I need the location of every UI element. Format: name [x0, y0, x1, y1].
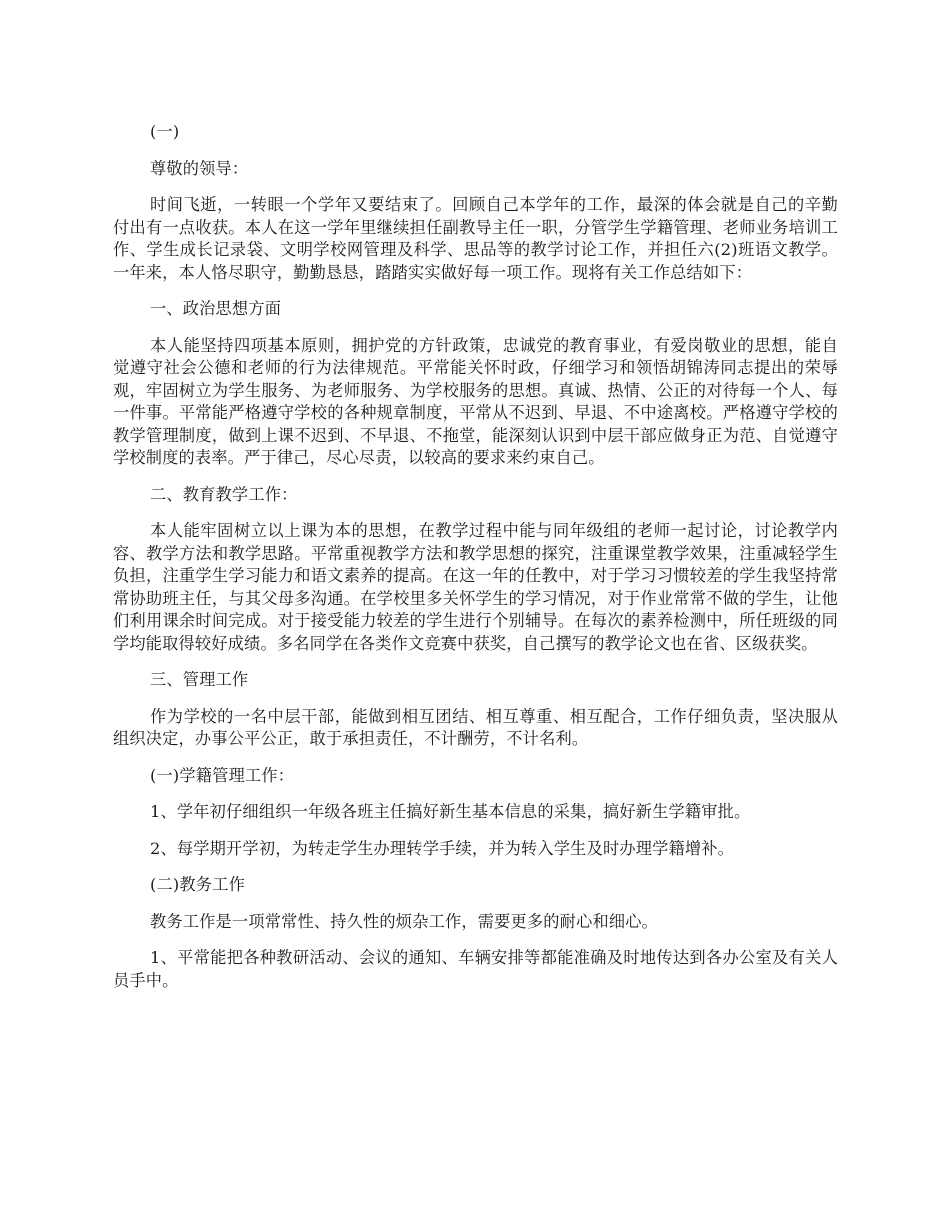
heading-political: 一、政治思想方面	[150, 299, 282, 318]
intro-paragraph: 时间飞逝，一转眼一个学年又要结束了。回顾自己本学年的工作，最深的体会就是自己的辛勤付出有一点收获。本人在这一学年里继续担任副教导主任一职，分管学生学籍管理、老师业务培训工作、学生成长记录袋、文明学校网管理及科学、思品等的教学讨论工作，并担任六(2)班语文教学。一年来，本人恪尽职守，勤勤恳恳，踏踏实实做好每一项工作。现将有关工作总结如下：	[113, 195, 838, 282]
enrollment-item-2: 2、每学期开学初，为转走学生办理转学手续，并为转入学生及时办理学籍增补。	[150, 838, 735, 858]
political-paragraph: 本人能坚持四项基本原则，拥护党的方针政策，忠诚党的教育事业，有爱岗敬业的思想，能自觉遵守社会公德和老师的行为法律规范。平常能关怀时政，仔细学习和领悟胡锦涛同志提出的荣辱观，牢固树立为学生服务、为老师服务、为学校服务的思想。真诚、热情、公正的对待每一个人、每一件事。平常能严格遵守学校的各种规章制度，平常从不迟到、早退、不中途离校。严格遵守学校的教学管理制度，做到上课不迟到、不早退、不拖堂，能深刻认识到中层干部应做身正为范、自觉遵守学校制度的表率。严于律己，尽心尽责，以较高的要求来约束自己。	[113, 335, 838, 467]
academic-affairs-paragraph: 教务工作是一项常常性、持久性的烦杂工作，需要更多的耐心和细心。	[150, 911, 659, 931]
management-paragraph: 作为学校的一名中层干部，能做到相互团结、相互尊重、相互配合，工作仔细负责，坚决服从组织决定，办事公平公正，敢于承担责任，不计酬劳，不计名利。	[113, 706, 838, 748]
enrollment-item-1: 1、学年初仔细组织一年级各班主任搞好新生基本信息的采集，搞好新生学籍审批。	[150, 802, 751, 821]
academic-affairs-item-1: 1、平常能把各种教研活动、会议的通知、车辆安排等都能准确及时地传达到各办公室及有关人员手中。	[113, 948, 838, 990]
subheading-enrollment: (一)学籍管理工作：	[150, 765, 295, 785]
document-page	[113, 121, 838, 1006]
section-number: (一)	[150, 122, 180, 141]
salutation: 尊敬的领导：	[150, 158, 249, 178]
heading-management: 三、管理工作	[150, 670, 249, 689]
subheading-academic-affairs: (二)教务工作	[150, 875, 245, 894]
teaching-paragraph: 本人能牢固树立以上课为本的思想，在教学过程中能与同年级组的老师一起讨论，讨论教学内容、教学方法和教学思路。平常重视教学方法和教学思想的探究，注重课堂教学效果，注重减轻学生负担，注重学生学习能力和语文素养的提高。在这一年的任教中，对于学习习惯较差的学生我坚持常常协助班主任，与其父母多沟通。在学校里多关怀学生的学习情况，对于作业常常不做的学生，让他们利用课余时间完成。对于接受能力较差的学生进行个别辅导。在每次的素养检测中，所任班级的同学均能取得较好成绩。多名同学在各类作文竞赛中获奖，自己撰写的教学论文也在省、区级获奖。	[113, 521, 838, 653]
heading-teaching: 二、教育教学工作：	[150, 484, 298, 504]
